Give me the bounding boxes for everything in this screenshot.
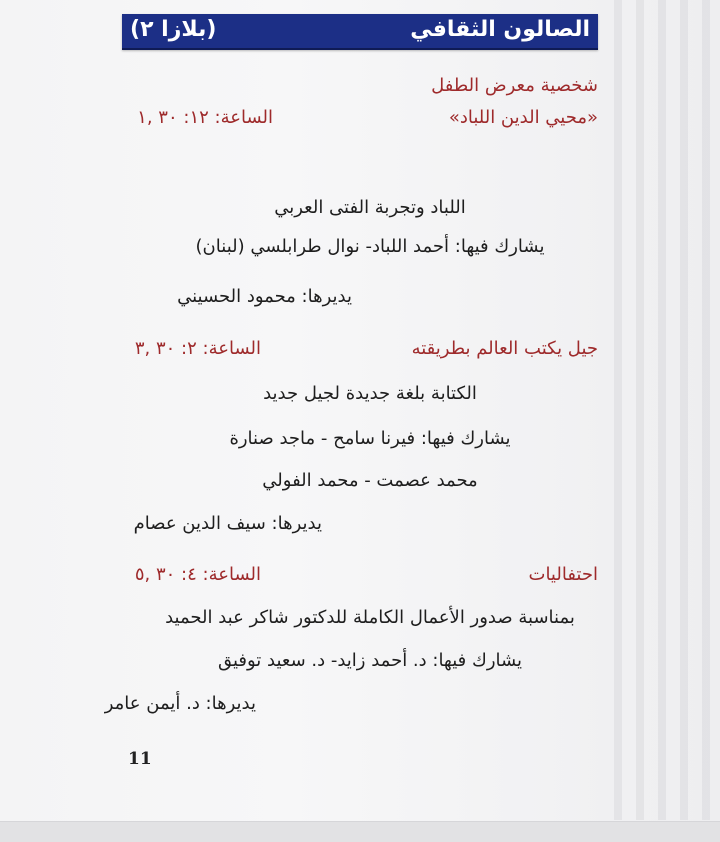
section2-heading: جيل يكتب العالم بطريقته: [411, 338, 598, 359]
section2-participants-line1: يشارك فيها: فيرنا سامح - ماجد صنارة: [229, 428, 511, 449]
section2-topic: الكتابة بلغة جديدة لجيل جديد: [263, 383, 477, 404]
section2-moderator: يديرها: سيف الدين عصام: [133, 513, 322, 534]
section1-heading: شخصية معرض الطفل: [431, 75, 598, 96]
section1-moderator: يديرها: محمود الحسيني: [177, 286, 352, 307]
section3-heading: احتفاليات: [528, 564, 598, 585]
section3-moderator: يديرها: د. أيمن عامر: [104, 693, 256, 714]
header-subtitle: (بلازا ٢): [130, 17, 217, 42]
section1-heading-name: «محيي الدين اللباد»: [448, 107, 598, 128]
section1-participants: يشارك فيها: أحمد اللباد- نوال طرابلسي (لبنان): [195, 236, 545, 257]
page-bleed-through: [600, 0, 720, 820]
section2-participants-line2: محمد عصمت - محمد الفولي: [262, 470, 478, 491]
header-banner: [122, 14, 598, 50]
section3-time: الساعة: ٤: ٣٠ ,٥: [134, 564, 261, 585]
header-title: الصالون الثقافي: [410, 17, 590, 42]
section3-participants: يشارك فيها: د. أحمد زايد- د. سعيد توفيق: [217, 650, 523, 671]
section3-topic: بمناسبة صدور الأعمال الكاملة للدكتور شاكر عبد الحميد: [165, 607, 575, 628]
section1-time: الساعة: ١٢: ٣٠ ,١: [137, 107, 273, 128]
page-number: 11: [128, 749, 152, 769]
page-bottom-edge: [0, 821, 720, 842]
section2-time: الساعة: ٢: ٣٠ ,٣: [134, 338, 261, 359]
section1-topic: اللباد وتجربة الفتى العربي: [274, 197, 466, 218]
